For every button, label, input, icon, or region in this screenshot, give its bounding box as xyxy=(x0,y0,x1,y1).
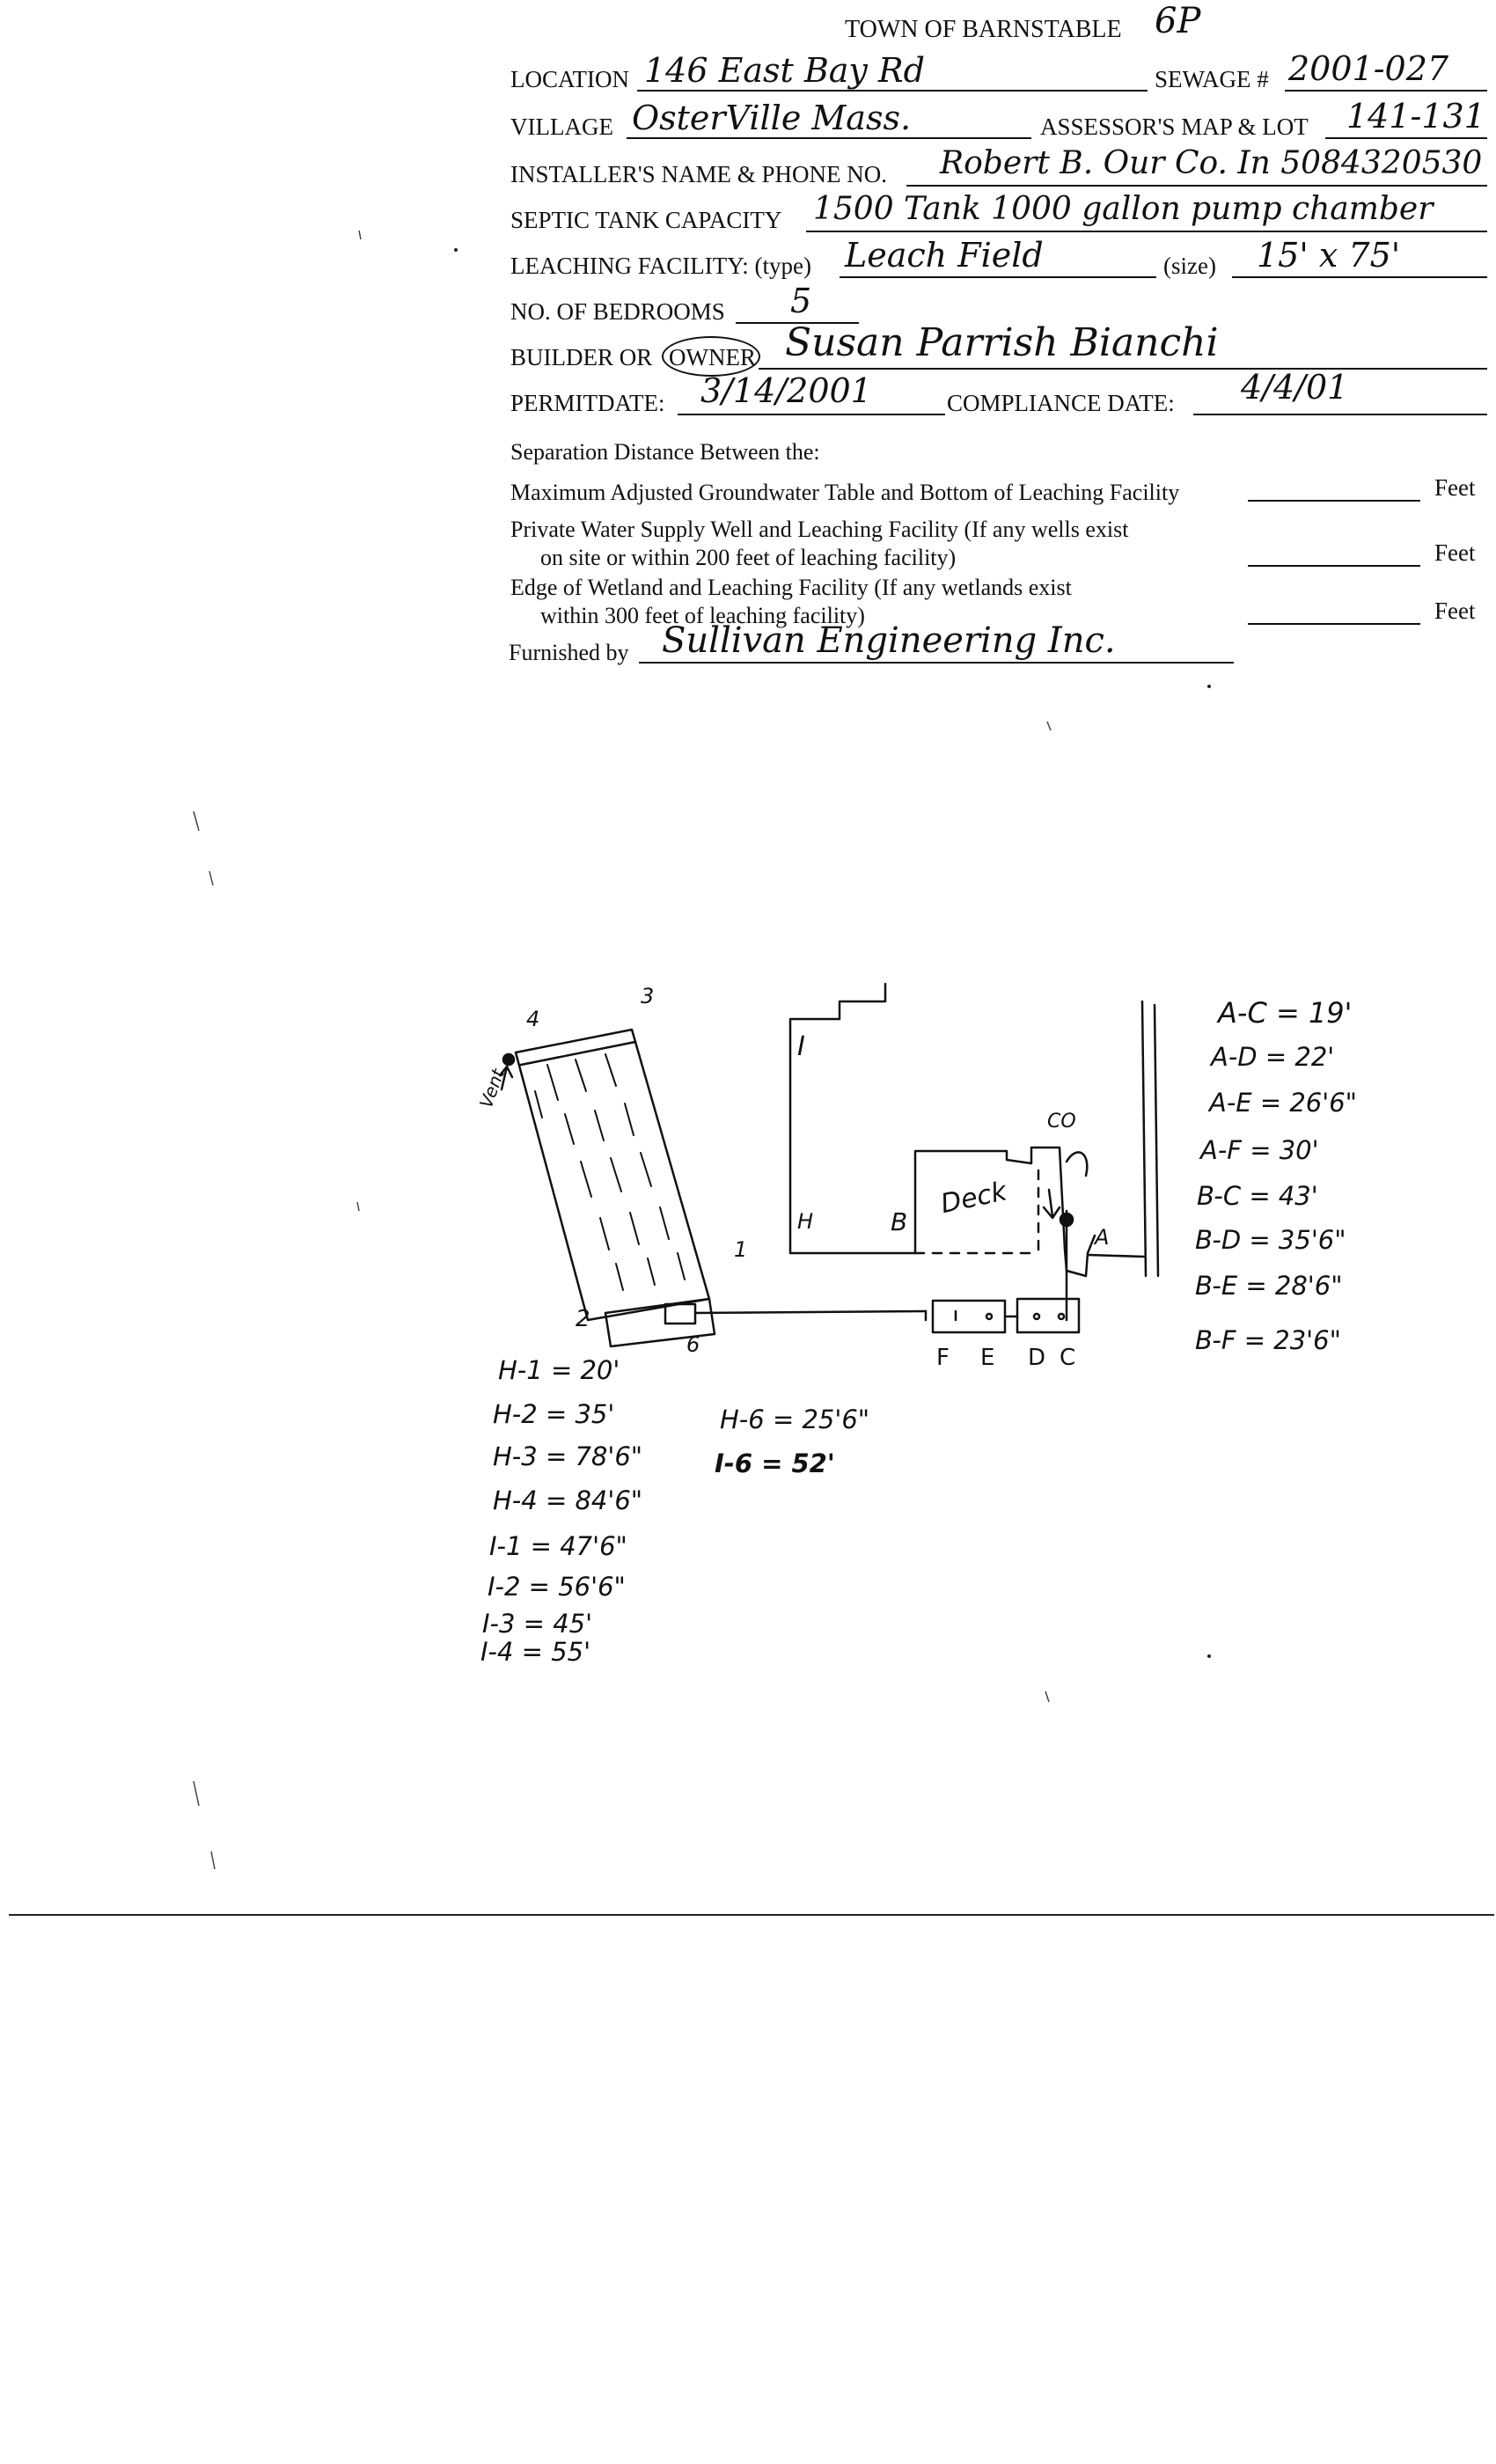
measurement-i-6: I-6 = 52' xyxy=(715,1448,835,1478)
separation-row-groundwater: Maximum Adjusted Groundwater Table and Bottom of Leaching Facility xyxy=(510,480,1180,505)
measurement-i-1: I-1 = 47'6" xyxy=(489,1531,627,1561)
house-point-h: H xyxy=(797,1209,814,1234)
vent-label: Vent xyxy=(475,1066,510,1111)
measurement-a-e: A-E = 26'6" xyxy=(1209,1088,1358,1118)
house-point-b: B xyxy=(891,1207,908,1236)
cleanout-label: CO xyxy=(1047,1111,1076,1133)
measurement-b-c: B-C = 43' xyxy=(1197,1181,1318,1211)
separation-heading: Separation Distance Between the: xyxy=(510,439,820,465)
measurement-h-1: H-1 = 20' xyxy=(498,1355,620,1385)
deck-label: Deck xyxy=(938,1176,1010,1221)
measurement-h-6: H-6 = 25'6" xyxy=(720,1404,870,1434)
tank-c-label: C xyxy=(1060,1345,1076,1371)
groundwater-feet-label: Feet xyxy=(1434,474,1476,501)
septic-label: SEPTIC TANK CAPACITY xyxy=(510,207,782,233)
measurement-b-e: B-E = 28'6" xyxy=(1195,1271,1343,1301)
sewage-label: SEWAGE # xyxy=(1155,66,1269,92)
measurement-h-3: H-3 = 78'6" xyxy=(493,1441,643,1471)
measurement-h-4: H-4 = 84'6" xyxy=(493,1485,643,1515)
corner-1-label: 1 xyxy=(734,1237,748,1262)
corner-mark: 6P xyxy=(1155,1,1201,41)
measurement-a-c: A-C = 19' xyxy=(1218,996,1353,1030)
sewage-value: 2001-027 xyxy=(1288,49,1449,88)
furnished-value: Sullivan Engineering Inc. xyxy=(662,620,1116,661)
location-label: LOCATION xyxy=(510,66,629,92)
septic-value: 1500 Tank 1000 gallon pump chamber xyxy=(813,191,1434,227)
document-title: TOWN OF BARNSTABLE xyxy=(845,16,1122,43)
leaching-label: LEACHING FACILITY: (type) xyxy=(510,253,811,279)
measurement-h-2: H-2 = 35' xyxy=(493,1399,615,1429)
measurement-i-4: I-4 = 55' xyxy=(480,1637,591,1667)
size-value: 15' x 75' xyxy=(1257,236,1401,275)
wetland-feet-label: Feet xyxy=(1434,598,1476,624)
well-feet-label: Feet xyxy=(1434,539,1476,566)
leaching-value: Leach Field xyxy=(845,236,1044,275)
furnished-label: Furnished by xyxy=(509,640,629,665)
measurement-a-d: A-D = 22' xyxy=(1211,1042,1335,1072)
measurement-a-f: A-F = 30' xyxy=(1200,1135,1319,1165)
corner-4-label: 4 xyxy=(526,1007,540,1031)
separation-row-well-line1: Private Water Supply Well and Leaching Facility (If any wells exist xyxy=(510,517,1129,542)
village-value: OsterVille Mass. xyxy=(632,99,912,137)
builder-value: Susan Parrish Bianchi xyxy=(785,320,1219,365)
permit-label: PERMITDATE: xyxy=(510,390,665,416)
tank-f-label: F xyxy=(936,1345,950,1371)
installer-value: Robert B. Our Co. In 5084320530 xyxy=(940,145,1483,181)
installer-label: INSTALLER'S NAME & PHONE NO. xyxy=(510,161,887,187)
size-label: (size) xyxy=(1163,253,1216,279)
assessor-label: ASSESSOR'S MAP & LOT xyxy=(1040,114,1309,140)
tank-e-label: E xyxy=(980,1345,995,1371)
village-label: VILLAGE xyxy=(510,114,613,140)
house-point-i: I xyxy=(797,1031,805,1062)
measurement-b-f: B-F = 23'6" xyxy=(1195,1325,1341,1355)
corner-3-label: 3 xyxy=(641,984,655,1008)
point-a-label: A xyxy=(1095,1225,1110,1250)
owner-label: OWNER xyxy=(669,344,756,370)
permit-value: 3/14/2001 xyxy=(700,371,872,410)
point-6-label: 6 xyxy=(686,1332,700,1357)
assessor-value: 141-131 xyxy=(1346,97,1485,136)
separation-row-wetland-line2: within 300 feet of leaching facility) xyxy=(540,603,865,628)
bedrooms-value: 5 xyxy=(790,282,812,320)
bedrooms-label: NO. OF BEDROOMS xyxy=(510,298,725,325)
corner-2-label: 2 xyxy=(576,1306,590,1332)
measurement-i-2: I-2 = 56'6" xyxy=(488,1572,626,1602)
separation-row-wetland-line1: Edge of Wetland and Leaching Facility (If any wetlands exist xyxy=(510,575,1072,600)
builder-label: BUILDER OR xyxy=(510,344,653,370)
separation-row-well-line2: on site or within 200 feet of leaching facility) xyxy=(540,545,957,570)
measurement-i-3: I-3 = 45' xyxy=(482,1609,593,1639)
measurement-b-d: B-D = 35'6" xyxy=(1195,1225,1346,1255)
location-value: 146 East Bay Rd xyxy=(644,51,925,90)
compliance-label: COMPLIANCE DATE: xyxy=(947,390,1175,416)
tank-d-label: D xyxy=(1028,1345,1046,1371)
compliance-value: 4/4/01 xyxy=(1241,368,1349,407)
